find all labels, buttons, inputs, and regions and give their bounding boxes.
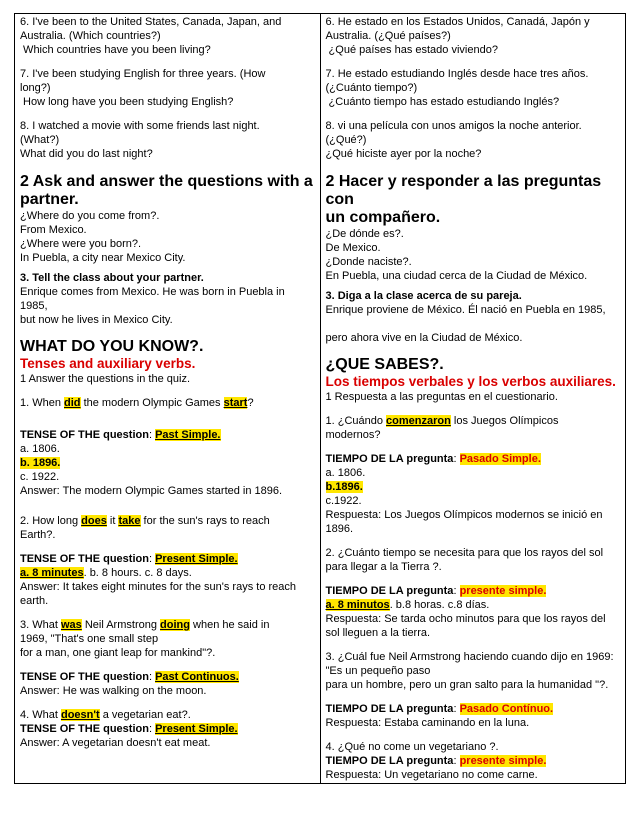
correct-option: a. 8 minutes bbox=[20, 567, 84, 579]
answer-3-en: Answer: He was walking on the moon. bbox=[20, 685, 207, 697]
quiz-question-3-en: 3. What was Neil Armstrong doing when he said in 1969, "That's one small step for a man, one giant leap for mankind"?. bbox=[20, 619, 270, 659]
tense-highlight: presente simple. bbox=[459, 585, 547, 597]
question-7-en bbox=[20, 67, 315, 109]
quiz-question-3-es: 3. ¿Cuál fue Neil Armstrong haciendo cuando dijo en 1969: "Es un pequeño paso para un hombre, pero un gran salto para la humanidad "?. bbox=[325, 651, 614, 691]
tense-label-1-es: TIEMPO DE LA pregunta: Pasado Simple. bbox=[325, 453, 541, 465]
question-6-es: 6. He estado en los Estados Unidos, Canadá, Japón y Australia. (¿Qué países?) ¿Qué países has estado viviendo? bbox=[325, 16, 590, 56]
tense-highlight: Present Simple. bbox=[155, 553, 238, 565]
aux-verb: does bbox=[81, 515, 107, 527]
answer-1-es: a. 1806. b.1896. c.1922. Respuesta: Los Juegos Olímpicos modernos se inició en 1896. bbox=[325, 467, 603, 535]
section-3-heading-en: 3. Tell the class about your partner. bbox=[20, 272, 204, 284]
tense-label-3-es: TIEMPO DE LA pregunta: Pasado Contínuo. bbox=[325, 703, 554, 715]
quiz-instruction-es: 1 Respuesta a las preguntas en el cuestionario. bbox=[325, 391, 558, 403]
answer-4-en: Answer: A vegetarian doesn't eat meat. bbox=[20, 737, 211, 749]
text-line: Australia. (Which countries?) bbox=[20, 30, 161, 42]
correct-option: b. 1896. bbox=[20, 457, 61, 469]
text-line: 6. I've been to the United States, Canada, Japan, and bbox=[20, 16, 282, 28]
answer-2-en: a. 8 minutes. b. 8 hours. c. 8 days. Answer: It takes eight minutes for the sun's rays to reach earth. bbox=[20, 567, 297, 607]
quiz-question-1-en: 1. When did the modern Olympic Games start? bbox=[20, 397, 254, 409]
quiz-question-2-en: 2. How long does it take for the sun's rays to reach Earth?. bbox=[20, 515, 270, 541]
text-line: 7. I've been studying English for three years. (How bbox=[20, 68, 266, 80]
what-do-you-know-heading: WHAT DO YOU KNOW?. bbox=[20, 338, 204, 355]
text-line: How long have you been studying English? bbox=[20, 96, 234, 108]
tense-label-2-es: TIEMPO DE LA pregunta: presente simple. bbox=[325, 585, 547, 597]
correct-option: a. 8 minutos bbox=[325, 599, 390, 611]
answer-2-es: a. 8 minutos. b.8 horas. c.8 días. Respuesta: Se tarda ocho minutos para que los rayos del sol lleguen a la tierra. bbox=[325, 599, 606, 639]
bilingual-table bbox=[14, 13, 626, 784]
question-8-es: 8. vi una película con unos amigos la noche anterior. (¿Qué?) ¿Qué hiciste ayer por la noche? bbox=[325, 120, 582, 160]
tenses-subheading-en: Tenses and auxiliary verbs. bbox=[20, 356, 196, 371]
english-column bbox=[15, 14, 321, 784]
quiz-question-1-es: 1. ¿Cuándo comenzaron los Juegos Olímpicos modernos? bbox=[325, 415, 559, 441]
main-verb: comenzaron bbox=[386, 415, 451, 427]
tense-highlight: Present Simple. bbox=[155, 723, 238, 735]
text-line: Which countries have you been living? bbox=[20, 44, 211, 56]
question-8-en bbox=[20, 119, 315, 161]
answer-4-es: Respuesta: Un vegetariano no come carne. bbox=[325, 769, 538, 781]
tense-label-4-es: TIEMPO DE LA pregunta: presente simple. bbox=[325, 755, 547, 767]
text-line: (What?) bbox=[20, 134, 60, 146]
text-line: long?) bbox=[20, 82, 51, 94]
tenses-subheading-es: Los tiempos verbales y los verbos auxiliares. bbox=[325, 374, 616, 389]
tense-highlight: presente simple. bbox=[459, 755, 547, 767]
question-6-en bbox=[20, 15, 315, 57]
quiz-question-2-es: 2. ¿Cuánto tiempo se necesita para que los rayos del sol para llegar a la Tierra ?. bbox=[325, 547, 604, 573]
section-2-heading-es: 2 Hacer y responder a las preguntas con un compañero. bbox=[325, 173, 602, 226]
tense-highlight: Pasado Contínuo. bbox=[459, 703, 554, 715]
text-line: 8. I watched a movie with some friends last night. bbox=[20, 120, 260, 132]
tense-label-3-en: TENSE OF THE question: Past Continuos. bbox=[20, 671, 239, 683]
que-sabes-heading: ¿QUE SABES?. bbox=[325, 356, 444, 373]
quiz-instruction-en: 1 Answer the questions in the quiz. bbox=[20, 373, 190, 385]
answer-3-es: Respuesta: Estaba caminando en la luna. bbox=[325, 717, 530, 729]
main-verb: start bbox=[223, 397, 248, 409]
tense-label-1-en: TENSE OF THE question: Past Simple. bbox=[20, 429, 221, 441]
section-2-heading-en: 2 Ask and answer the questions with a partner. bbox=[20, 173, 313, 208]
tense-highlight: Past Continuos. bbox=[155, 671, 239, 683]
quiz-question-4-en: 4. What doesn't a vegetarian eat?. bbox=[20, 709, 191, 721]
section-2-body-en: ¿Where do you come from?. From Mexico. ¿Where were you born?. In Puebla, a city near Mexico City. bbox=[20, 210, 186, 264]
main-verb: take bbox=[118, 515, 141, 527]
answer-1-en: a. 1806. b. 1896. c. 1922. Answer: The modern Olympic Games started in 1896. bbox=[20, 443, 283, 497]
quiz-question-4-es: 4. ¿Qué no come un vegetariano ?. bbox=[325, 741, 499, 753]
aux-verb: was bbox=[60, 619, 82, 631]
section-3-body-es: Enrique proviene de México. Él nació en Puebla en 1985, pero ahora vive en la Ciudad de México. bbox=[325, 304, 606, 344]
correct-option: b.1896. bbox=[325, 481, 363, 493]
spanish-column bbox=[320, 14, 626, 784]
text-line: What did you do last night? bbox=[20, 148, 153, 160]
tense-label-2-en: TENSE OF THE question: Present Simple. bbox=[20, 553, 238, 565]
tense-highlight: Pasado Simple. bbox=[459, 453, 541, 465]
question-7-es: 7. He estado estudiando Inglés desde hace tres años. (¿Cuánto tiempo?) ¿Cuánto tiempo has estado estudiando Inglés? bbox=[325, 68, 589, 108]
tense-label-4-en: TENSE OF THE question: Present Simple. bbox=[20, 723, 238, 735]
section-3-body-en: Enrique comes from Mexico. He was born in Puebla in 1985, but now he lives in Mexico City. bbox=[20, 286, 285, 326]
section-2-body-es: ¿De dónde es?. De Mexico. ¿Donde naciste?. En Puebla, una ciudad cerca de la Ciudad de México. bbox=[325, 228, 588, 282]
aux-verb: did bbox=[64, 397, 81, 409]
main-verb: doing bbox=[160, 619, 190, 631]
section-3-heading-es: 3. Diga a la clase acerca de su pareja. bbox=[325, 290, 522, 302]
aux-verb: doesn't bbox=[60, 709, 100, 721]
tense-highlight: Past Simple. bbox=[155, 429, 221, 441]
